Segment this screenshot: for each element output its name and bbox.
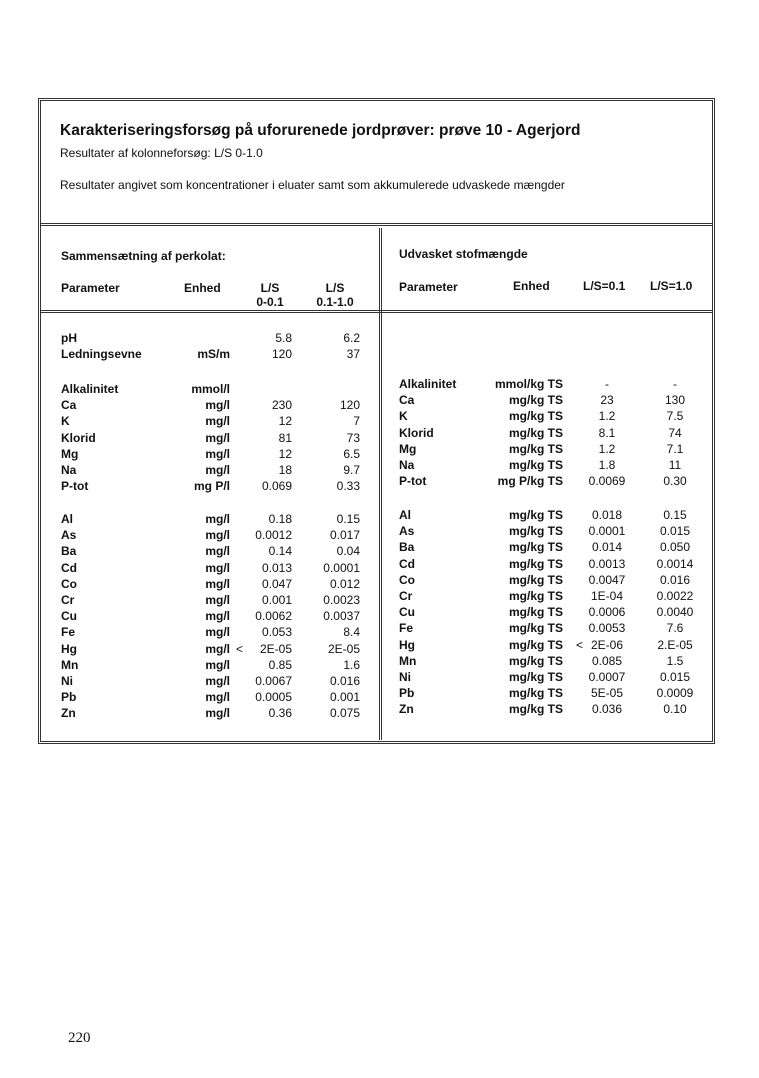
right-row-unit: mg/kg TS <box>508 425 563 440</box>
right-row-value-1: 0.0001 <box>588 524 626 539</box>
left-row-value-2: 0.001 <box>329 690 360 705</box>
right-row-value-2: 0.0014 <box>656 556 694 571</box>
left-row-unit: mg/l <box>205 560 230 575</box>
right-row-value-2: 0.050 <box>659 540 691 555</box>
right-row-value-1: 1.8 <box>598 458 616 472</box>
left-row-value-1: 2E-05 <box>259 641 292 656</box>
right-section-title: Udvasket stofmængde <box>399 247 528 261</box>
right-row-parameter: Cr <box>399 589 413 603</box>
left-row-value-1: 0.0067 <box>255 674 292 688</box>
left-row-value-2: 0.33 <box>336 479 360 494</box>
right-row-unit: mg/kg TS <box>508 589 563 603</box>
left-row-value-2: 7 <box>353 414 360 429</box>
right-row-value-2: 0.10 <box>663 702 687 717</box>
right-row-value-2: 0.30 <box>663 474 687 489</box>
left-row-unit: mg/l <box>205 593 230 607</box>
right-row-parameter: Co <box>399 572 415 587</box>
right-row-value-1: 0.0006 <box>588 605 626 620</box>
right-row-parameter: Na <box>399 458 415 472</box>
right-row-qualifier: < <box>576 637 584 652</box>
left-row-value-1: 0.18 <box>268 512 292 526</box>
right-row-parameter: Hg <box>399 637 415 652</box>
left-header-parameter: Parameter <box>61 281 120 295</box>
left-row-parameter: Ledningsevne <box>61 347 142 362</box>
right-row-value-1: 0.0007 <box>588 670 626 684</box>
left-row-parameter: Cu <box>61 609 77 624</box>
right-row-value-2: 0.0040 <box>656 605 694 620</box>
left-row-parameter: Ba <box>61 544 77 559</box>
left-row-unit: mg/l <box>205 625 230 640</box>
left-row-unit: mg/l <box>205 674 230 688</box>
left-row-value-2: 0.075 <box>329 706 360 721</box>
left-row-value-2: 8.4 <box>343 625 360 640</box>
right-row-parameter: Mn <box>399 653 417 668</box>
right-row-value-2: 7.6 <box>666 621 684 636</box>
right-row-value-1: 0.036 <box>591 702 623 717</box>
right-row-parameter: Al <box>399 508 411 522</box>
left-header-ls2: L/S <box>325 281 345 295</box>
left-row-value-2: 6.5 <box>343 446 360 461</box>
left-row-unit: mg/l <box>205 414 230 429</box>
right-row-unit: mg/kg TS <box>508 458 563 472</box>
right-row-value-2: 7.5 <box>666 409 684 424</box>
right-row-value-1: 0.0047 <box>588 572 626 587</box>
right-row-value-1: 2E-06 <box>590 637 624 652</box>
left-row-value-2: 1.6 <box>343 657 360 672</box>
right-row-value-1: 0.014 <box>591 540 623 555</box>
right-row-unit: mg/kg TS <box>508 670 563 684</box>
left-row-value-2: 2E-05 <box>327 641 360 656</box>
right-row-unit: mg P/kg TS <box>497 474 563 489</box>
right-row-value-2: 2.E-05 <box>657 637 693 652</box>
column-divider <box>379 228 382 740</box>
right-row-unit: mg/kg TS <box>508 409 563 424</box>
right-row-value-2: 0.15 <box>663 508 687 522</box>
left-row-qualifier: < <box>236 641 244 656</box>
right-row-value-1: 0.0069 <box>588 474 626 489</box>
right-row-unit: mg/kg TS <box>508 540 563 555</box>
left-row-value-2: 6.2 <box>343 331 360 345</box>
left-row-value-1: 0.0012 <box>255 528 292 543</box>
right-row-value-1: 0.0053 <box>588 621 626 636</box>
right-row-value-1: 23 <box>600 393 614 408</box>
left-row-value-2: 9.7 <box>343 463 360 477</box>
right-row-value-2: 0.015 <box>659 524 691 539</box>
left-header-ls1: L/S <box>260 281 280 295</box>
right-row-value-1: 1.2 <box>598 409 616 424</box>
right-row-parameter: P-tot <box>399 474 427 489</box>
right-row-parameter: Cu <box>399 605 415 620</box>
left-section-title: Sammensætning af perkolat: <box>61 249 226 263</box>
left-row-value-1: 0.001 <box>261 593 292 607</box>
right-row-value-2: 74 <box>668 425 682 440</box>
left-row-value-1: 0.053 <box>261 625 292 640</box>
right-row-value-1: 0.018 <box>591 508 623 522</box>
left-row-value-1: 0.36 <box>268 706 292 721</box>
right-row-unit: mg/kg TS <box>508 441 563 456</box>
right-row-unit: mg/kg TS <box>508 524 563 539</box>
left-row-value-2: 0.15 <box>336 512 360 526</box>
page-title: Karakteriseringsforsøg på uforurenede jordprøver: prøve 10 - Agerjord <box>60 122 581 139</box>
right-row-value-2: 0.015 <box>659 670 691 684</box>
left-row-parameter: Ni <box>61 674 73 688</box>
right-row-parameter: Zn <box>399 702 414 717</box>
left-row-value-1: 0.047 <box>261 576 292 591</box>
right-row-unit: mg/kg TS <box>508 572 563 587</box>
left-row-value-2: 0.0037 <box>323 609 360 624</box>
right-row-value-2: 11 <box>668 458 682 472</box>
right-row-value-1: - <box>605 377 609 391</box>
left-row-unit: mg/l <box>205 398 230 413</box>
right-row-parameter: Ca <box>399 393 415 408</box>
right-row-unit: mg/kg TS <box>508 556 563 571</box>
left-row-value-1: 81 <box>278 430 292 445</box>
right-row-parameter: Fe <box>399 621 414 636</box>
left-row-parameter: Ca <box>61 398 77 413</box>
left-row-parameter: P-tot <box>61 479 89 494</box>
page-number: 220 <box>68 1030 91 1046</box>
left-row-unit: mg/l <box>205 463 230 477</box>
left-row-value-2: 37 <box>346 347 360 362</box>
left-row-unit: mg/l <box>205 576 230 591</box>
right-row-value-2: - <box>673 377 677 391</box>
left-row-value-2: 0.04 <box>336 544 360 559</box>
right-row-parameter: As <box>399 524 415 539</box>
left-row-parameter: Pb <box>61 690 77 705</box>
left-row-value-1: 230 <box>271 398 292 413</box>
left-row-value-2: 120 <box>339 398 360 413</box>
left-row-value-1: 0.0005 <box>255 690 292 705</box>
left-row-unit: mg/l <box>205 690 230 705</box>
left-row-parameter: Co <box>61 576 77 591</box>
right-row-parameter: Pb <box>399 686 415 701</box>
left-row-value-1: 0.013 <box>261 560 292 575</box>
left-row-value-2: 0.017 <box>329 528 360 543</box>
left-row-parameter: Fe <box>61 625 76 640</box>
right-row-parameter: Cd <box>399 556 415 571</box>
page-subtitle: Resultater af kolonneforsøg: L/S 0-1.0 <box>60 146 263 160</box>
left-row-unit: mg/l <box>205 544 230 559</box>
left-row-unit: mg/l <box>205 430 230 445</box>
left-row-parameter: Hg <box>61 641 77 656</box>
left-row-parameter: As <box>61 528 77 543</box>
left-row-unit: mg/l <box>205 512 230 526</box>
left-row-unit: mg/l <box>205 706 230 721</box>
left-row-parameter: Mg <box>61 446 79 461</box>
left-header-ls1-range: 0-0.1 <box>256 295 284 309</box>
left-row-parameter: K <box>61 414 70 429</box>
left-row-value-2: 73 <box>346 430 360 445</box>
left-row-unit: mg/l <box>205 657 230 672</box>
left-row-parameter: Klorid <box>61 430 96 445</box>
left-row-parameter: Cd <box>61 560 77 575</box>
left-row-value-1: 12 <box>278 414 292 429</box>
left-row-value-1: 5.8 <box>275 331 292 345</box>
left-row-parameter: Cr <box>61 593 75 607</box>
table-header <box>40 100 713 226</box>
right-row-parameter: K <box>399 409 408 424</box>
right-row-value-1: 5E-05 <box>590 686 624 701</box>
right-header-unit: Enhed <box>513 279 550 293</box>
left-row-value-1: 18 <box>278 463 292 477</box>
left-row-value-1: 120 <box>271 347 292 362</box>
right-row-unit: mg/kg TS <box>508 686 563 701</box>
left-row-parameter: Zn <box>61 706 76 721</box>
right-row-value-1: 0.0013 <box>588 556 626 571</box>
left-row-value-2: 0.012 <box>329 576 360 591</box>
left-row-value-1: 0.14 <box>268 544 292 559</box>
left-row-parameter: Mn <box>61 657 79 672</box>
right-row-value-2: 0.016 <box>659 572 691 587</box>
left-row-parameter: Na <box>61 463 77 477</box>
right-row-parameter: Klorid <box>399 425 434 440</box>
left-header-unit: Enhed <box>184 281 221 295</box>
left-row-unit: mg/l <box>205 641 230 656</box>
right-row-parameter: Ba <box>399 540 415 555</box>
left-row-value-2: 0.016 <box>329 674 360 688</box>
right-row-unit: mg/kg TS <box>508 508 563 522</box>
left-row-unit: mg/l <box>205 609 230 624</box>
left-row-value-1: 0.0062 <box>255 609 292 624</box>
left-row-value-1: 12 <box>278 446 292 461</box>
left-row-value-1: 0.069 <box>261 479 292 494</box>
right-row-value-2: 130 <box>664 393 686 408</box>
right-row-parameter: Alkalinitet <box>399 377 457 391</box>
left-row-value-1: 0.85 <box>268 657 292 672</box>
right-row-value-2: 0.0022 <box>656 589 694 603</box>
right-header-ls1: L/S=0.1 <box>583 279 626 293</box>
right-row-unit: mg/kg TS <box>508 702 563 717</box>
right-row-value-2: 7.1 <box>666 441 684 456</box>
left-row-unit: mmol/l <box>191 382 230 396</box>
left-row-unit: mg P/l <box>193 479 230 494</box>
right-row-parameter: Ni <box>399 670 411 684</box>
left-row-unit: mg/l <box>205 528 230 543</box>
right-row-value-1: 0.085 <box>591 653 623 668</box>
right-row-unit: mg/kg TS <box>508 637 563 652</box>
right-row-value-2: 1.5 <box>666 653 684 668</box>
left-row-parameter: Alkalinitet <box>61 382 119 396</box>
left-row-value-2: 0.0023 <box>323 593 360 607</box>
right-row-unit: mg/kg TS <box>508 605 563 620</box>
right-row-value-1: 1.2 <box>598 441 616 456</box>
right-header-parameter: Parameter <box>399 280 458 294</box>
right-row-unit: mg/kg TS <box>508 621 563 636</box>
right-row-unit: mg/kg TS <box>508 393 563 408</box>
right-header-ls2: L/S=1.0 <box>650 279 693 293</box>
left-row-unit: mg/l <box>205 446 230 461</box>
table-note: Resultater angivet som koncentrationer i eluater samt som akkumulerede udvaskede mængder <box>60 178 565 192</box>
right-row-parameter: Mg <box>399 441 417 456</box>
left-row-parameter: pH <box>61 331 77 345</box>
header-divider <box>41 310 712 313</box>
right-row-value-1: 1E-04 <box>590 589 624 603</box>
right-row-unit: mg/kg TS <box>508 653 563 668</box>
left-row-value-2: 0.0001 <box>323 560 360 575</box>
left-row-parameter: Al <box>61 512 73 526</box>
right-row-value-2: 0.0009 <box>656 686 694 701</box>
left-row-unit: mS/m <box>197 347 230 362</box>
right-row-unit: mmol/kg TS <box>494 377 563 391</box>
left-header-ls2-range: 0.1-1.0 <box>316 295 354 309</box>
right-row-value-1: 8.1 <box>598 425 616 440</box>
